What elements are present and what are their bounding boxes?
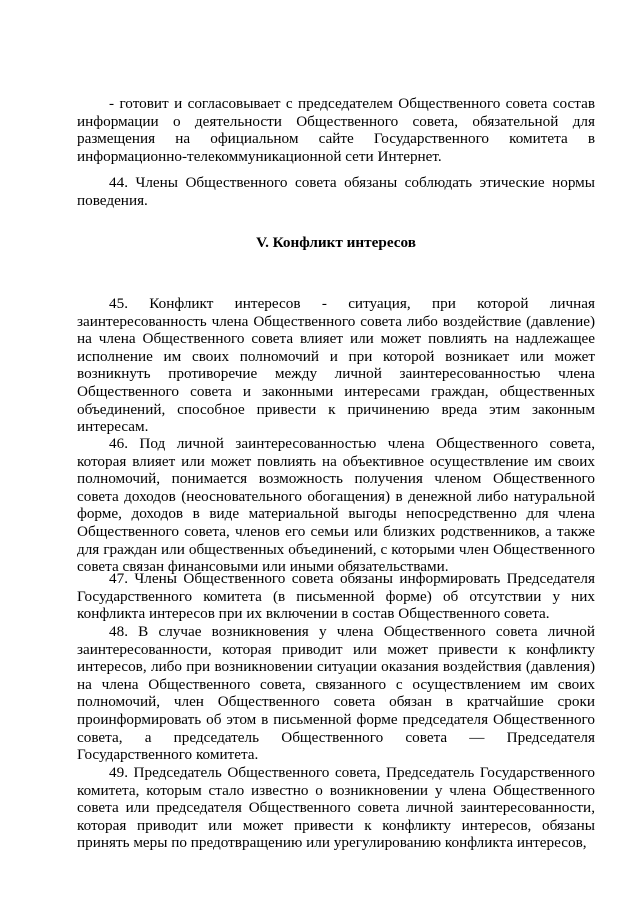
paragraph-47: 47. Члены Общественного совета обязаны информировать Председателя Государственного комитета (в письменной форме) об отсутствии у них конфликта интересов при их включении в состав Общественного совета. [77,570,595,623]
paragraph-48: 48. В случае возникновения у члена Общественного совета личной заинтересованности, которая приводит или может привести к конфликту интересов, либо при возникновении ситуации оказания воздействия (давления) на члена Общественного совета, связанного с осуществлением им своих полномочий, член Общественного совета обязан в кратчайшие сроки проинформировать об этом в письменной форме председателя Общественного совета, а председатель Общественного совета — Председателя Государственного комитета. [77,623,595,764]
paragraph-49: 49. Председатель Общественного совета, Председатель Государственного комитета, которым стало известно о возникновении у члена Общественного совета или председателя Общественного совета личной заинтересованности, которая приводит или может привести к конфликту интересов, обязаны принять меры по предотвращению или урегулированию конфликта интересов, [77,764,595,852]
section-heading: V. Конфликт интересов [256,234,416,251]
paragraph-44: 44. Члены Общественного совета обязаны соблюдать этические нормы поведения. [77,174,595,209]
paragraph-46: 46. Под личной заинтересованностью члена Общественного совета, которая влияет или может повлиять на объективное осуществление им своих полномочий, понимается возможность получения членом Общественного совета доходов (неосновательного обогащения) в денежной либо натуральной форме, доходов в виде материальной выгоды непосредственно для члена Общественного совета, членов его семьи или близких родственников, а также для граждан или общественных объединений, с которыми член Общественного совета связан финансовыми или иными обязательствами. [77,435,595,576]
paragraph-45: 45. Конфликт интересов - ситуация, при которой личная заинтересованность члена Общественного совета либо воздействие (давление) на члена Общественного совета влияет или может повлиять на надлежащее исполнение им своих полномочий и при которой возникает или может возникнуть противоречие между личной заинтересованностью члена Общественного совета и законными интересами граждан, общественных объединений, способное привести к причинению вреда этим законным интересам. [77,295,595,436]
paragraph-intro: - готовит и согласовывает с председателем Общественного совета состав информации о деятельности Общественного совета, обязательной для размещения на официальном сайте Государственного комитета в информационно-телекоммуникационной сети Интернет. [77,95,595,165]
